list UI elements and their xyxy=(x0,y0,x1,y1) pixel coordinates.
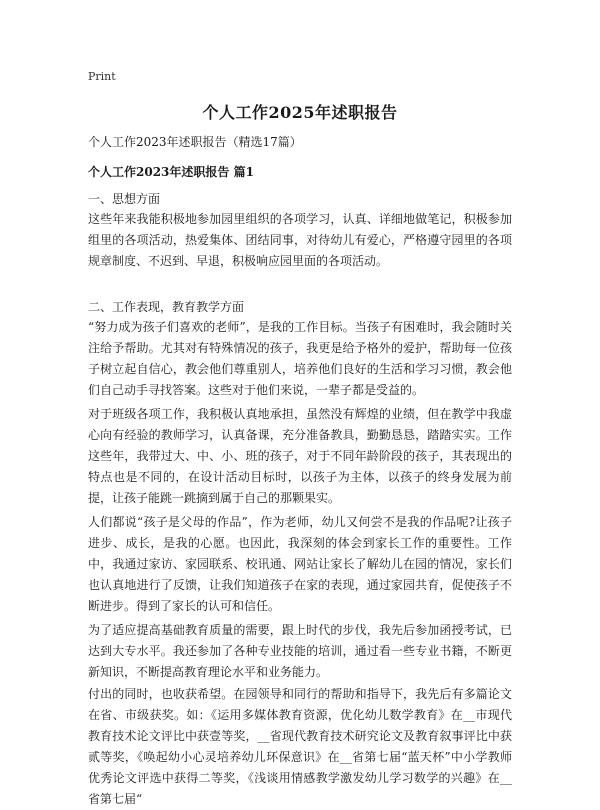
paragraph-2: “努力成为孩子们喜欢的老师”，是我的工作目标。当孩子有困难时，我会随时关注给予帮助。尤其对有特殊情况的孩子，我更是给予格外的爱护，帮助每一位孩子树立起自信心，教会他们尊重别人，培养他们良好的生活和学习习惯，教会他们自己动手寻找答案。这些对于他们来说，一辈子都是受益的。 xyxy=(88,320,512,397)
section-heading: 个人工作2023年述职报告 篇1 xyxy=(88,165,254,179)
document-title: 个人工作2025年述职报告 xyxy=(202,103,398,122)
paragraph-5: 为了适应提高基础教育质量的需要，跟上时代的步伐，我先后参加函授考试，已达到大专水平。我还参加了各种专业技能的培训，通过看一些专业书籍，不断更新知识，不断提高教育理论水平和业务能力。 xyxy=(88,623,512,679)
heading-thought: 一、思想方面 xyxy=(88,192,161,206)
paragraph-3: 对于班级各项工作，我积极认真地承担，虽然没有辉煌的业绩，但在教学中我虚心向有经验的教师学习，认真备课，充分准备教具，勤勤恳恳，踏踏实实。工作这些年，我带过大、中、小、班的孩子，对于不同年龄阶段的孩子，其表现出的特点也是不同的，在设计活动目标时，以孩子为主体，以孩子的终身发展为前提，让孩子能跳一跳摘到属于自己的那颗果实。 xyxy=(88,407,512,505)
paragraph-6: 付出的同时，也收获希望。在园领导和同行的帮助和指导下，我先后有多篇论文在省、市级获奖。如：《运用多媒体教育资源，优化幼儿数学教育》在__市现代教育技术论文评比中获壹等奖，__省现代教育技术研究论文及教育叙事评比中获贰等奖，《唤起幼小心灵培养幼儿环保意识》在__省第七届“蓝天杯”中小学教师优秀论文评选中获得二等奖，《浅谈用情感教学激发幼儿学习数学的兴趣》在__省第七届“ xyxy=(88,687,512,806)
paragraph-4: 人们都说“孩子是父母的作品”，作为老师，幼儿又何尝不是我的作品呢?让孩子进步、成长，是我的心愿。也因此，我深刻的体会到家长工作的重要性。工作中，我通过家访、家园联系、校讯通、网站让家长了解幼儿在园的情况，家长们也认真地进行了反馈，让我们知道孩子在家的表现，通过家园共育，促使孩子不断进步。得到了家长的认可和信任。 xyxy=(88,515,512,613)
paragraph-1: 这些年来我能积极地参加园里组织的各项学习，认真、详细地做笔记，积极参加组里的各项活动，热爱集体、团结同事，对待幼儿有爱心，严格遵守园里的各项规章制度、不迟到、早退，积极响应园里面的各项活动。 xyxy=(88,212,512,268)
document-subtitle: 个人工作2023年述职报告（精选17篇） xyxy=(88,135,302,149)
print-label[interactable]: Print xyxy=(88,70,116,83)
heading-work: 二、工作表现，教育教学方面 xyxy=(88,300,245,314)
